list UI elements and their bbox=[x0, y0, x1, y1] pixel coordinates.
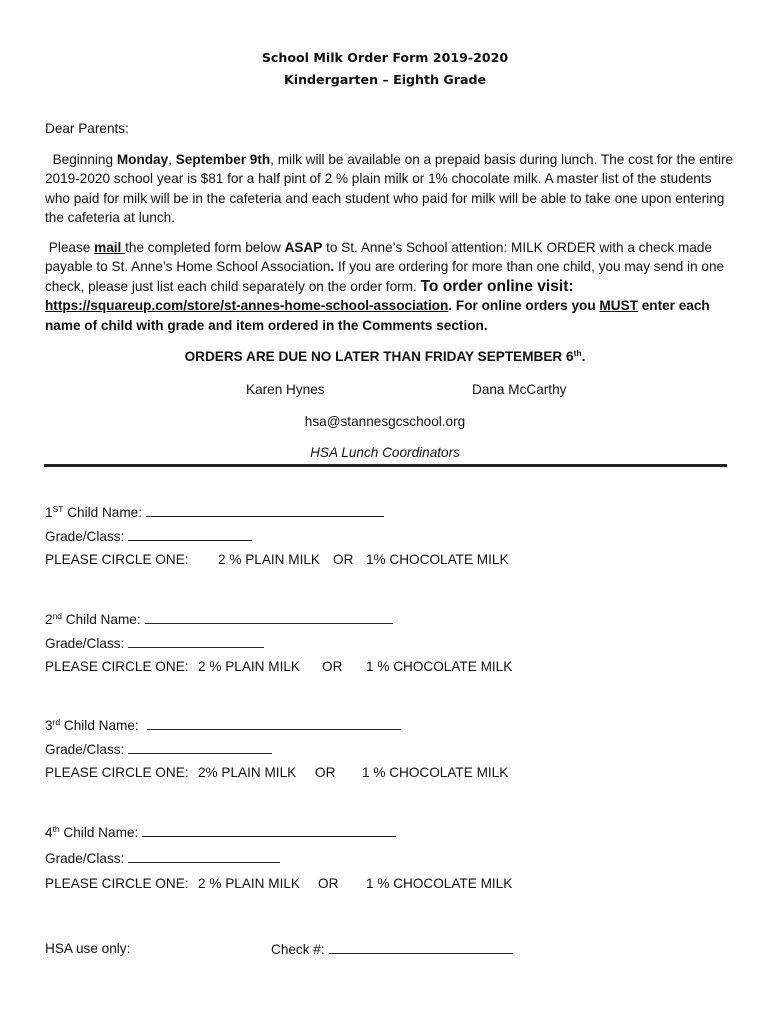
child-4-option-plain[interactable]: 2 % PLAIN MILK bbox=[198, 876, 300, 891]
child-4-name-field[interactable]: 4th Child Name: bbox=[45, 824, 396, 840]
divider bbox=[44, 464, 727, 467]
child-2-option-plain[interactable]: 2 % PLAIN MILK bbox=[198, 659, 300, 674]
coordinator-role: HSA Lunch Coordinators bbox=[310, 445, 460, 460]
check-number-field[interactable]: Check #: bbox=[271, 941, 513, 957]
child-2-option-chocolate[interactable]: 1 % CHOCOLATE MILK bbox=[366, 659, 513, 674]
paragraph-instructions: Please mail the completed form below ASAP to St. Anne’s School attention: MILK ORDER with a check made payable to St. Anne’s Home School Association. If you are ordering for more than one child, you may send in one check, please just list each child separately on the order form. To order online visit: https://squareup.com/store/st-annes-home-school-association. For online orders you MUST enter each name of child with grade and item ordered in the Comments section. bbox=[45, 240, 725, 333]
greeting: Dear Parents: bbox=[45, 121, 129, 136]
child-2-grade-field[interactable]: Grade/Class: bbox=[45, 635, 264, 651]
child-1-circle-label: PLEASE CIRCLE ONE: bbox=[45, 552, 189, 567]
store-link[interactable]: https://squareup.com/store/st-annes-home-school-association bbox=[45, 298, 449, 314]
form-title: School Milk Order Form 2019-2020 bbox=[261, 50, 509, 65]
due-date-notice: ORDERS ARE DUE NO LATER THAN FRIDAY SEPTEMBER 6th. bbox=[184, 348, 586, 364]
child-1-or: OR bbox=[333, 552, 354, 567]
hsa-use-only-label: HSA use only: bbox=[45, 941, 131, 956]
child-3-option-chocolate[interactable]: 1 % CHOCOLATE MILK bbox=[362, 765, 509, 780]
contact-email: hsa@stannesgcschool.org bbox=[304, 414, 466, 429]
child-2-or: OR bbox=[322, 659, 343, 674]
child-3-option-plain[interactable]: 2% PLAIN MILK bbox=[198, 765, 297, 780]
child-1-name-field[interactable]: 1ST Child Name: bbox=[45, 504, 384, 520]
child-1-option-chocolate[interactable]: 1% CHOCOLATE MILK bbox=[366, 552, 509, 567]
child-3-name-field[interactable]: 3rd Child Name: bbox=[45, 717, 401, 733]
child-2-name-field[interactable]: 2nd Child Name: bbox=[45, 611, 393, 627]
child-1-option-plain[interactable]: 2 % PLAIN MILK bbox=[218, 552, 320, 567]
child-3-or: OR bbox=[315, 765, 336, 780]
coordinator-2: Dana McCarthy bbox=[472, 382, 567, 397]
child-3-grade-field[interactable]: Grade/Class: bbox=[45, 741, 272, 757]
coordinator-1: Karen Hynes bbox=[246, 382, 325, 397]
child-4-or: OR bbox=[318, 876, 339, 891]
child-3-circle-label: PLEASE CIRCLE ONE: bbox=[45, 765, 189, 780]
child-2-circle-label: PLEASE CIRCLE ONE: bbox=[45, 659, 189, 674]
child-4-option-chocolate[interactable]: 1 % CHOCOLATE MILK bbox=[366, 876, 513, 891]
form-subtitle: Kindergarten – Eighth Grade bbox=[284, 72, 486, 87]
paragraph-intro: Beginning Monday, September 9th, milk will be available on a prepaid basis during lunch. The cost for the entire 2019-2020 school year is $81 for a half pint of 2 % plain milk or 1% chocolate milk. A master list of the students who paid for milk will be in the cafeteria and each student who paid for milk will be able to take one upon entering the cafeteria at lunch. bbox=[45, 152, 734, 226]
child-4-circle-label: PLEASE CIRCLE ONE: bbox=[45, 876, 189, 891]
child-4-grade-field[interactable]: Grade/Class: bbox=[45, 850, 280, 866]
child-1-grade-field[interactable]: Grade/Class: bbox=[45, 528, 252, 544]
